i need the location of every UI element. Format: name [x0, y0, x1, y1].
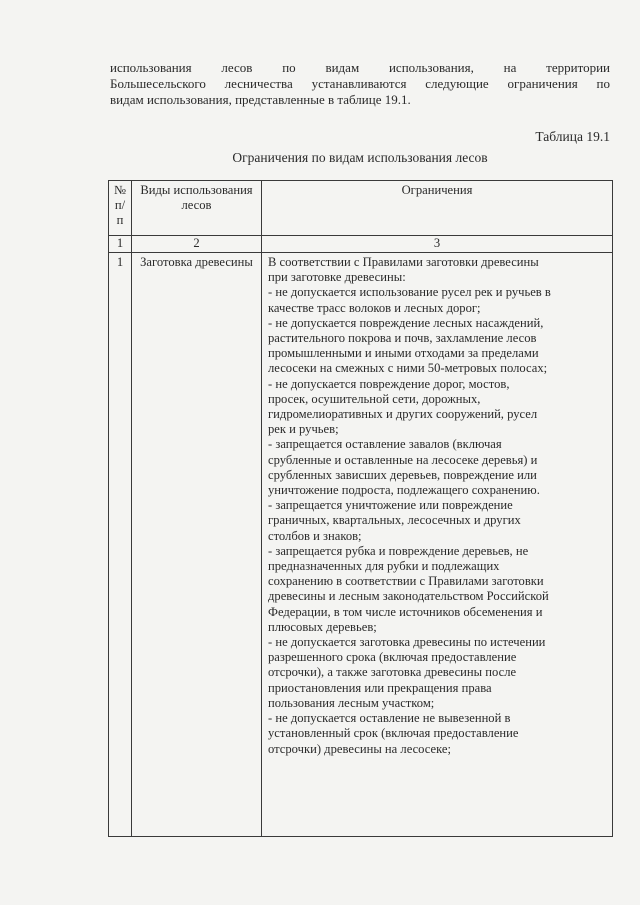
restriction-line: - не допускается повреждение лесных насаждений, [268, 315, 544, 330]
restriction-line: - не допускается повреждение дорог, мостов, [268, 376, 510, 391]
restriction-line: - не допускается оставление не вывезенной в [268, 711, 511, 726]
restriction-line: установленный срок (включая предоставление [268, 726, 519, 741]
restriction-line: отсрочки) древесины на лесосеке; [268, 741, 452, 756]
table-header-row [109, 181, 613, 236]
header-restrictions: Ограничения [262, 181, 613, 236]
restriction-line: древесины и лесным законодательством Российской [268, 589, 549, 604]
row-restrictions [262, 253, 613, 837]
intro-line: Большесельского лесничества устанавливаются следующие ограничения по [110, 76, 610, 91]
header-num: № п/ п [109, 181, 132, 236]
column-number: 3 [262, 236, 613, 253]
restriction-line: срубленных зависших деревьев, повреждение или [268, 467, 537, 482]
restriction-line: сохранению в соответствии с Правилами заготовки [268, 574, 544, 589]
row-number: 1 [109, 253, 132, 837]
restriction-line: приостановления или прекращения права [268, 680, 492, 695]
restriction-line: - не допускается использование русел рек и ручьев в [268, 285, 551, 300]
row-use-type: Заготовка древесины [132, 253, 262, 837]
restriction-line: - запрещается уничтожение или повреждение [268, 498, 513, 513]
restriction-line: столбов и знаков; [268, 528, 362, 543]
restrictions-table [108, 180, 613, 837]
column-number-row [109, 236, 613, 253]
intro-line: использования лесов по видам использования, на территории [110, 60, 610, 75]
restriction-line: лесосеки на смежных с ними 50-метровых полосах; [268, 361, 548, 376]
restriction-line: В соответствии с Правилами заготовки древесины [268, 255, 539, 269]
restriction-line: пользования лесным участком; [268, 695, 435, 710]
restriction-line: - запрещается рубка и повреждение деревьев, не [268, 543, 529, 558]
table-number: Таблица 19.1 [535, 129, 610, 144]
table-row [109, 253, 613, 837]
intro-paragraph [110, 60, 610, 108]
restriction-line: просек, осушительной сети, дорожных, [268, 391, 481, 406]
header-type: Виды использования лесов [132, 181, 262, 236]
restriction-line: уничтожение подроста, подлежащего сохранению. [268, 483, 540, 498]
restriction-line: срубленные и оставленные на лесосеке деревья) и [268, 452, 538, 467]
restriction-line: Федерации, в том числе источников обсеменения и [268, 604, 543, 619]
restriction-line: гидромелиоративных и других сооружений, русел [268, 407, 538, 422]
restriction-line: качестве трасс волоков и лесных дорог; [268, 300, 481, 315]
restriction-line: промышленными и иными отходами за пределами [268, 346, 539, 361]
restriction-line: плюсовых деревьев; [268, 619, 377, 634]
restriction-line: растительного покрова и почв, захламление лесов [268, 331, 537, 346]
restriction-line: предназначенных для рубки и подлежащих [268, 559, 500, 574]
restriction-line: - запрещается оставление завалов (включая [268, 437, 502, 452]
restriction-line: разрешенного срока (включая предоставление [268, 650, 517, 665]
column-number: 2 [132, 236, 262, 253]
restriction-line: - не допускается заготовка древесины по истечении [268, 635, 546, 650]
table-title: Ограничения по видам использования лесов [232, 150, 488, 165]
restriction-line: граничных, квартальных, лесосечных и других [268, 513, 521, 528]
restriction-line: отсрочки), а также заготовка древесины после [268, 665, 517, 680]
intro-line: видам использования, представленные в таблице 19.1. [110, 92, 411, 107]
restriction-line: при заготовке древесины: [268, 270, 406, 285]
column-number: 1 [109, 236, 132, 253]
restriction-line: рек и ручьев; [268, 422, 339, 437]
